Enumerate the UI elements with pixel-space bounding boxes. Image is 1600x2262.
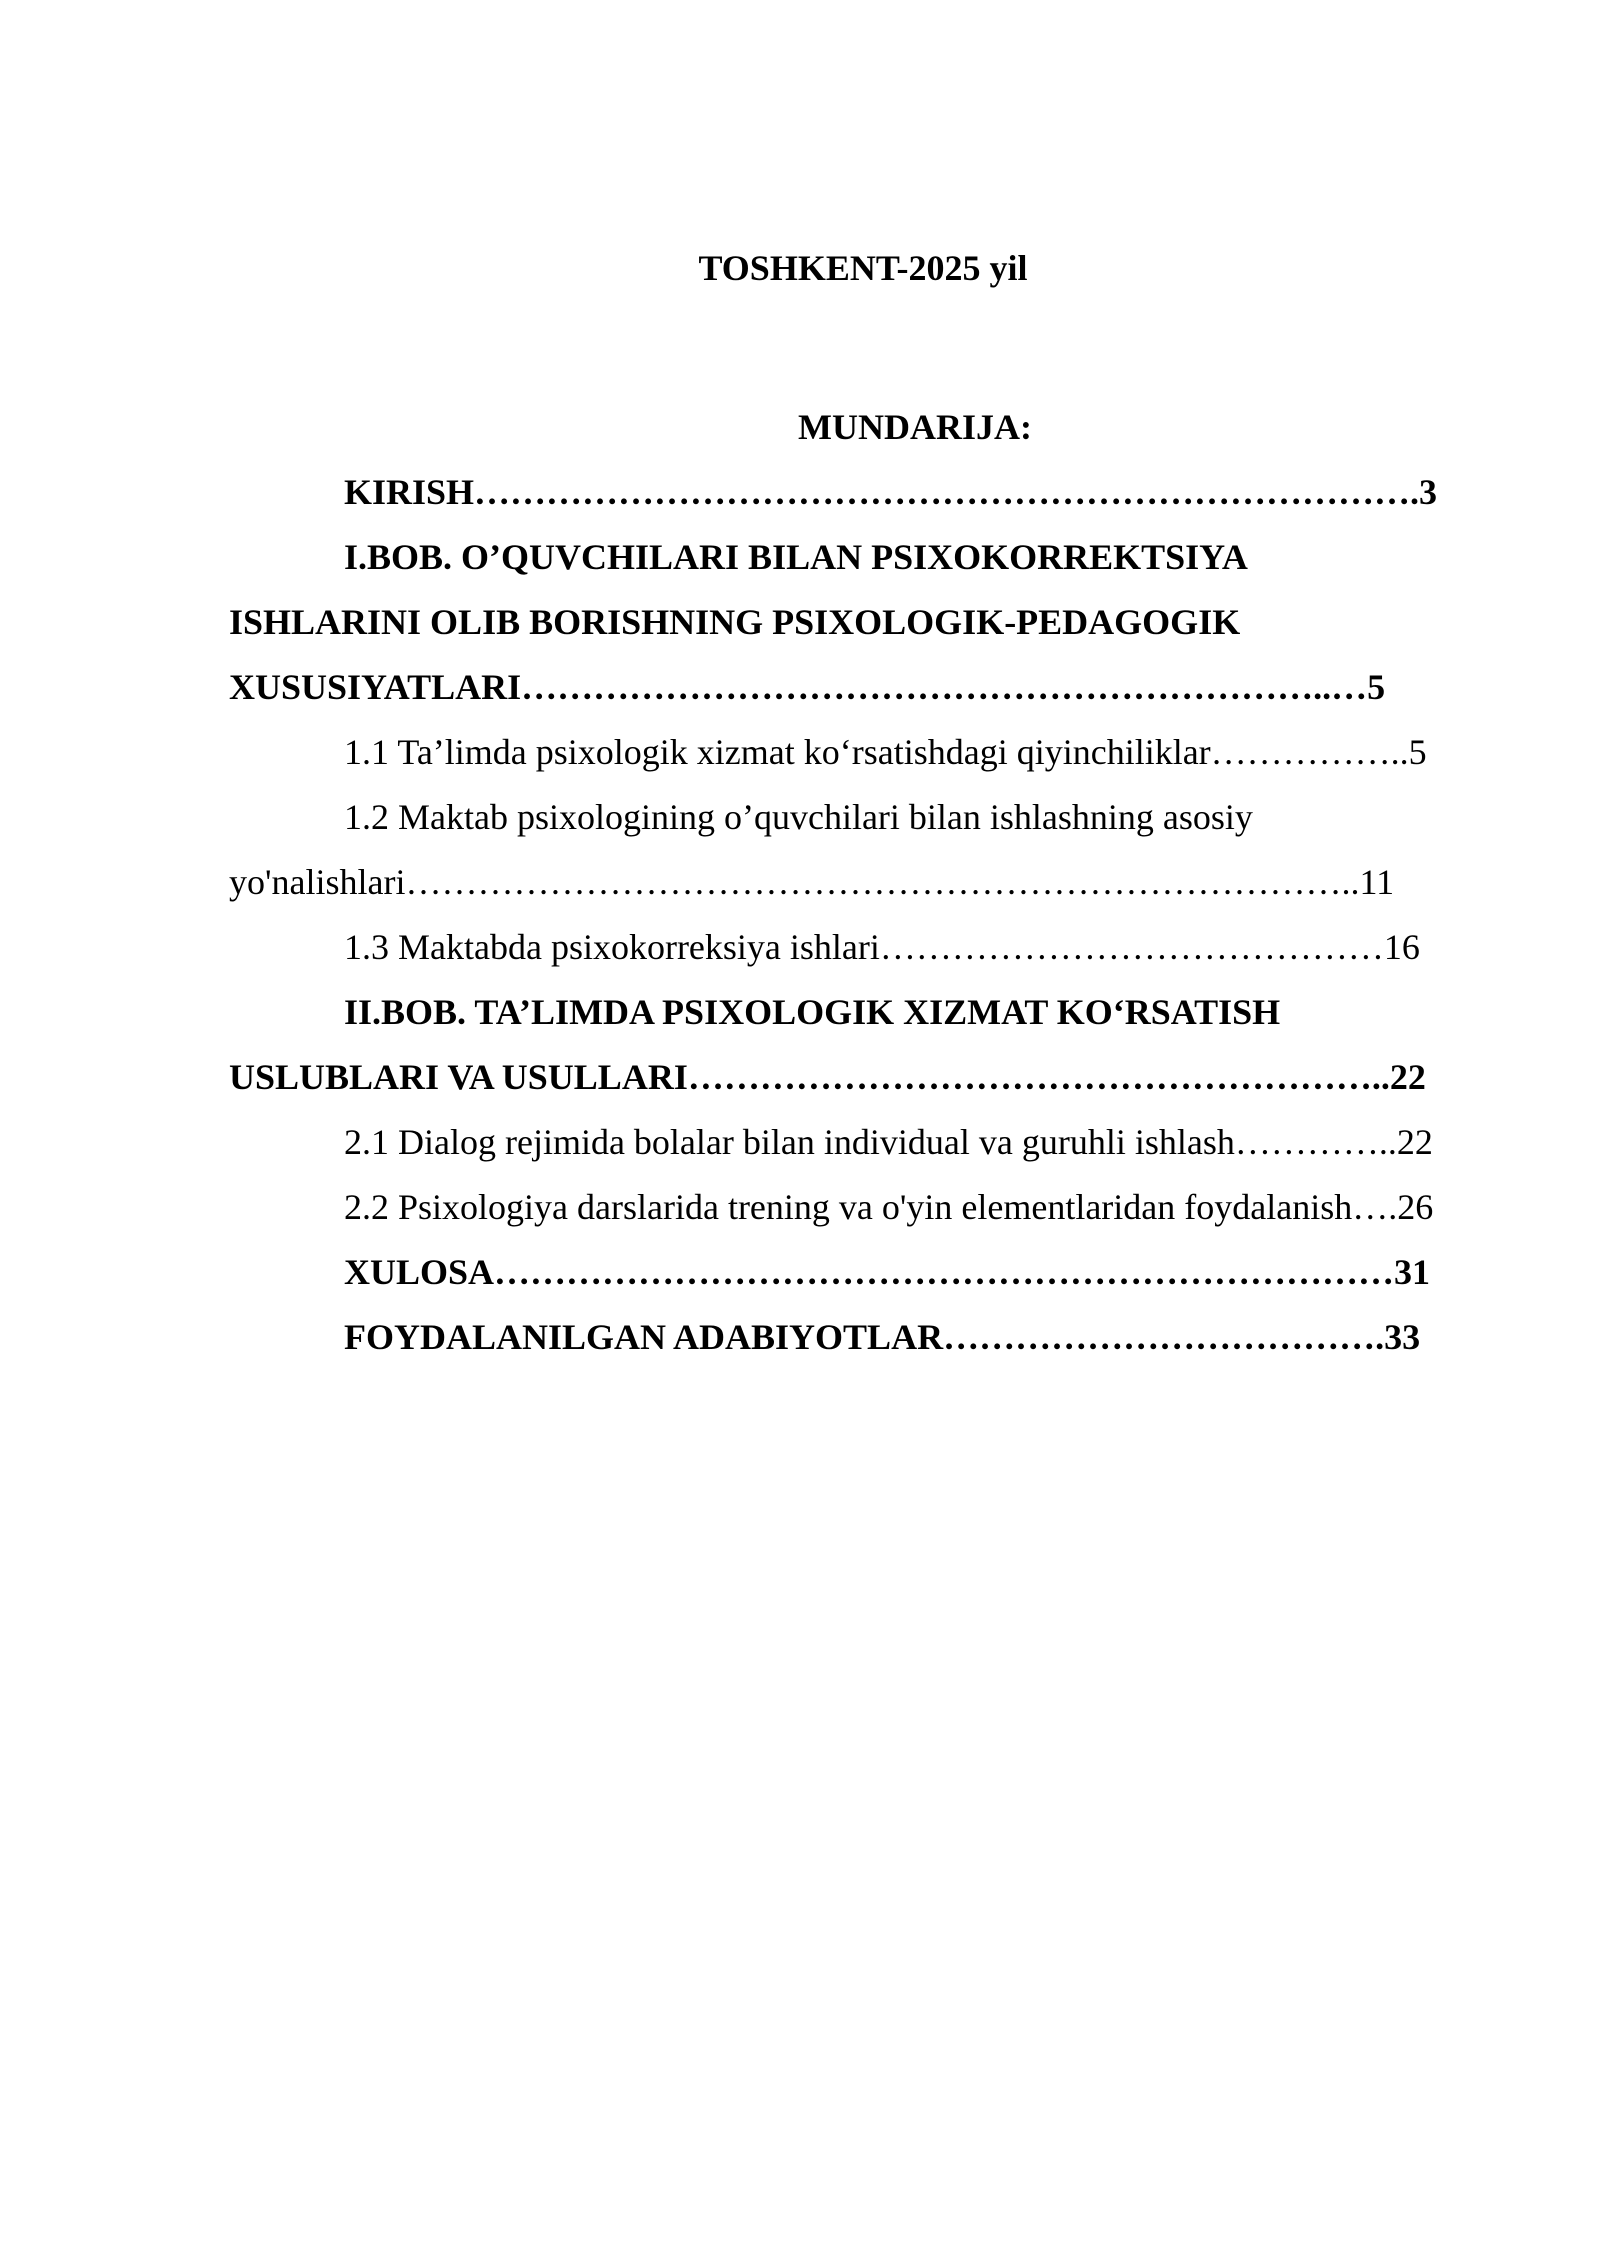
toc-entry-chapter2-line2: USLUBLARI VA USULLARI…………………………………………………..22 <box>229 1057 1426 1097</box>
toc-entry-2-2: 2.2 Psixologiya darslarida trening va o'yin elementlaridan foydalanish….26 <box>344 1187 1434 1227</box>
toc-entry-xulosa: XULOSA…………………………………………………………………31 <box>344 1252 1431 1292</box>
toc-entry-adabiyotlar: FOYDALANILGAN ADABIYOTLAR……………………………….33 <box>344 1317 1421 1357</box>
toc-entry-chapter1-line2: ISHLARINI OLIB BORISHNING PSIXOLOGIK-PEDAGOGIK <box>229 602 1241 642</box>
toc-entry-1-2-line1: 1.2 Maktab psixologining o’quvchilari bilan ishlashning asosiy <box>344 797 1253 837</box>
toc-entry-1-2-line2: yo'nalishlari……………………………………………………………………..11 <box>229 862 1395 902</box>
toc-entry-2-1: 2.1 Dialog rejimida bolalar bilan individual va guruhli ishlash…………..22 <box>344 1122 1433 1162</box>
toc-entry-chapter2-line1: II.BOB. TA’LIMDA PSIXOLOGIK XIZMAT KOʻRSATISH <box>344 992 1281 1032</box>
toc-entry-kirish: KIRISH…………………………………………………………………….3 <box>344 472 1438 512</box>
city-year-heading: TOSHKENT-2025 yil <box>698 248 1028 288</box>
toc-entry-chapter1-line3: XUSUSIYATLARI…………………………………………………………..…5 <box>229 667 1386 707</box>
toc-entry-1-3: 1.3 Maktabda psixokorreksiya ishlari……………………………………16 <box>344 927 1420 967</box>
toc-entry-chapter1-line1: I.BOB. O’QUVCHILARI BILAN PSIXOKORREKTSIYA <box>344 537 1248 577</box>
toc-title: MUNDARIJA: <box>798 407 1032 447</box>
toc-entry-1-1: 1.1 Ta’limda psixologik xizmat koʻrsatishdagi qiyinchiliklar……………..5 <box>344 732 1427 772</box>
